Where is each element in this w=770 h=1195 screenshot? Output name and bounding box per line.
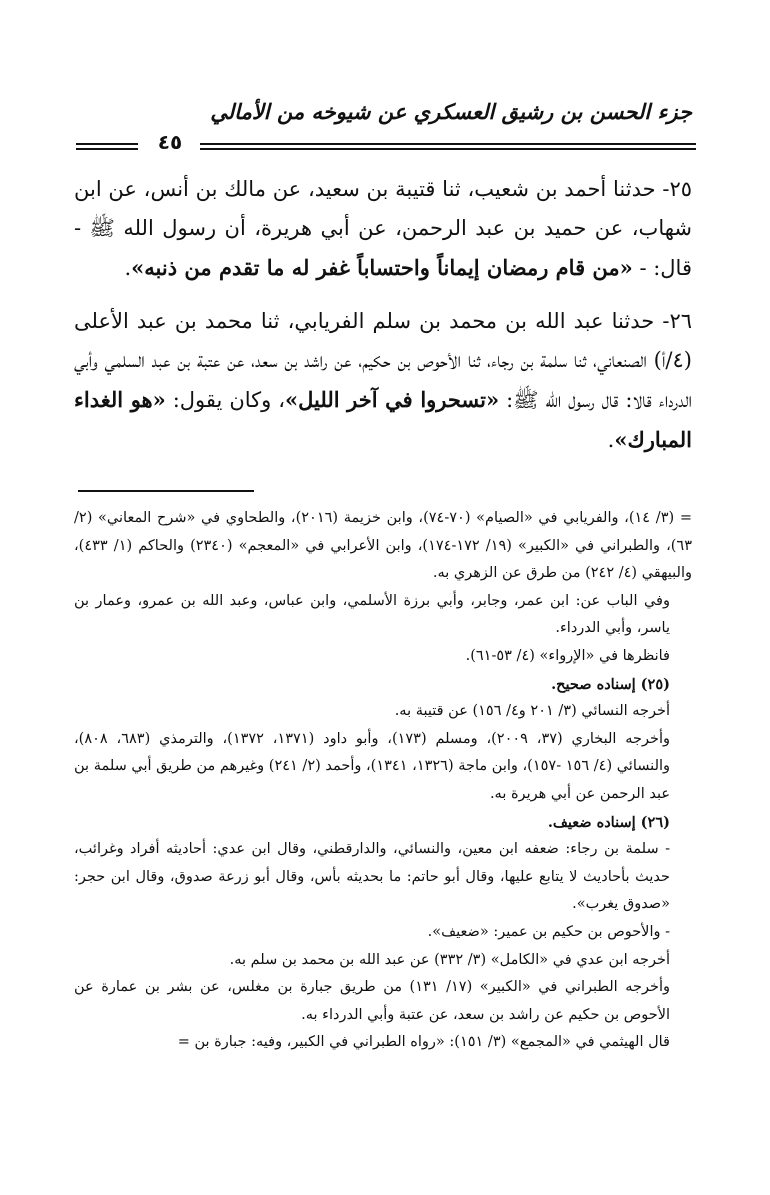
hadith-26 — [74, 302, 692, 460]
footnote-26-salama: - سلمة بن رجاء: ضعفه ابن معين، والنسائي، والدارقطني، وقال ابن عدي: أحاديثه أفراد وغرائب، حديث بأحاديث لا يتابع عليها، وقال أبو حاتم: ما بحديثه بأس، وقال أبو زرعة صدوق، وقال ابن حجر: «صدوق يغرب». — [74, 841, 670, 913]
header-rule-left — [76, 143, 138, 150]
footnote-bab: وفي الباب عن: ابن عمر، وجابر، وأبي برزة الأسلمي، وابن عباس، وعبد الله بن عمرو، وعمار بن ياسر، وأبي الدرداء. — [74, 592, 670, 637]
footnote-26-heading: (٢٦) إسناده ضعيف. — [547, 813, 670, 831]
footnote-continuation: = (٣/ ١٤)، والفريابي في «الصيام» (٧٠-٧٤)، وابن خزيمة (٢٠١٦)، والطحاوي في «شرح المعاني» (٢/ ٦٣)، والطبراني في «الكبير» (١٩/ ١٧٢-١٧٤)، وابن الأعرابي في «المعجم» (٢٣٤٠) والحاكم (١/ ٤٣٣)، والبيهقي (٤/ ٢٤٢) من طرق عن الزهري به. — [74, 510, 692, 582]
footnote-26-ibn-adi: أخرجه ابن عدي في «الكامل» (٣/ ٣٣٢) عن عبد الله بن محمد بن سلم به. — [229, 951, 670, 968]
hadith-25-matn: «من قام رمضان إيماناً واحتساباً غفر له ما تقدم من ذنبه» — [131, 255, 633, 280]
main-text — [74, 170, 692, 474]
hadith-26-isnad: ٢٦- حدثنا عبد الله بن محمد بن سلم الفريابي، ثنا محمد بن عبد الأعلى (٤/أ) الصنعاني، ثنا سلمة بن رجاء، ثنا الأحوص بن حكيم، عن راشد بن سعد، عن عتبة بن عبد السلمي وأبي الدرداء قالا: قال رسول الله ﷺ: — [74, 309, 692, 412]
footnote-irwa: فانظرها في «الإرواء» (٤/ ٥٣-٦١). — [465, 647, 670, 664]
footnote-26-ahwas: - والأحوص بن حكيم بن عمير: «ضعيف». — [427, 923, 670, 940]
footnote-25-heading: (٢٥) إسناده صحيح. — [551, 675, 670, 693]
running-title: جزء الحسن بن رشيق العسكري عن شيوخه من الأمالي — [210, 100, 692, 124]
footnote-25-others: وأخرجه البخاري (٣٧، ٢٠٠٩)، ومسلم (١٧٣)، وأبو داود (١٣٧١، ١٣٧٢)، والترمذي (٦٨٣، ٨٠٨)، والنسائي (٤/ ١٥٦ -١٥٧)، وابن ماجة (١٣٢٦، ١٣٤١)، وأحمد (٢/ ٢٤١) وغيرهم من طريق أبي سلمة بن عبد الرحمن عن أبي هريرة به. — [74, 730, 671, 802]
footnote-26-haythami: قال الهيثمي في «المجمع» (٣/ ١٥١): «رواه الطبراني في الكبير، وفيه: جبارة بن = — [177, 1034, 670, 1051]
hadith-26-matn-1: «تسحروا في آخر الليل» — [285, 387, 500, 412]
hadith-25 — [74, 170, 692, 288]
footnote-separator — [78, 490, 254, 492]
hadith-26-connector: ، وكان يقول: — [165, 388, 286, 412]
hadith-26-matn-2: «هو الغداء المبارك» — [74, 387, 692, 452]
hadith-26-end: . — [607, 428, 615, 452]
footnote-25-nasai: أخرجه النسائي (٣/ ٢٠١ و٤/ ١٥٦) عن قتيبة به. — [394, 703, 670, 720]
hadith-25-isnad: ٢٥- حدثنا أحمد بن شعيب، ثنا قتيبة بن سعيد، عن مالك بن أنس، عن ابن شهاب، عن حميد بن عبد الرحمن، عن أبي هريرة، أن رسول الله ﷺ - قال: - — [74, 177, 692, 280]
footnote-26-tabarani: وأخرجه الطبراني في «الكبير» (١٧/ ١٣١) من طريق جبارة بن مغلس، عن بشر بن عمارة عن الأحوص بن حكيم عن راشد بن سعد، عن عتبة وأبي الدرداء به. — [74, 979, 670, 1023]
header-rule-right — [200, 143, 696, 150]
page-number: ٤٥ — [157, 130, 183, 154]
hadith-25-end: . — [124, 256, 132, 280]
footnotes — [74, 505, 692, 1057]
